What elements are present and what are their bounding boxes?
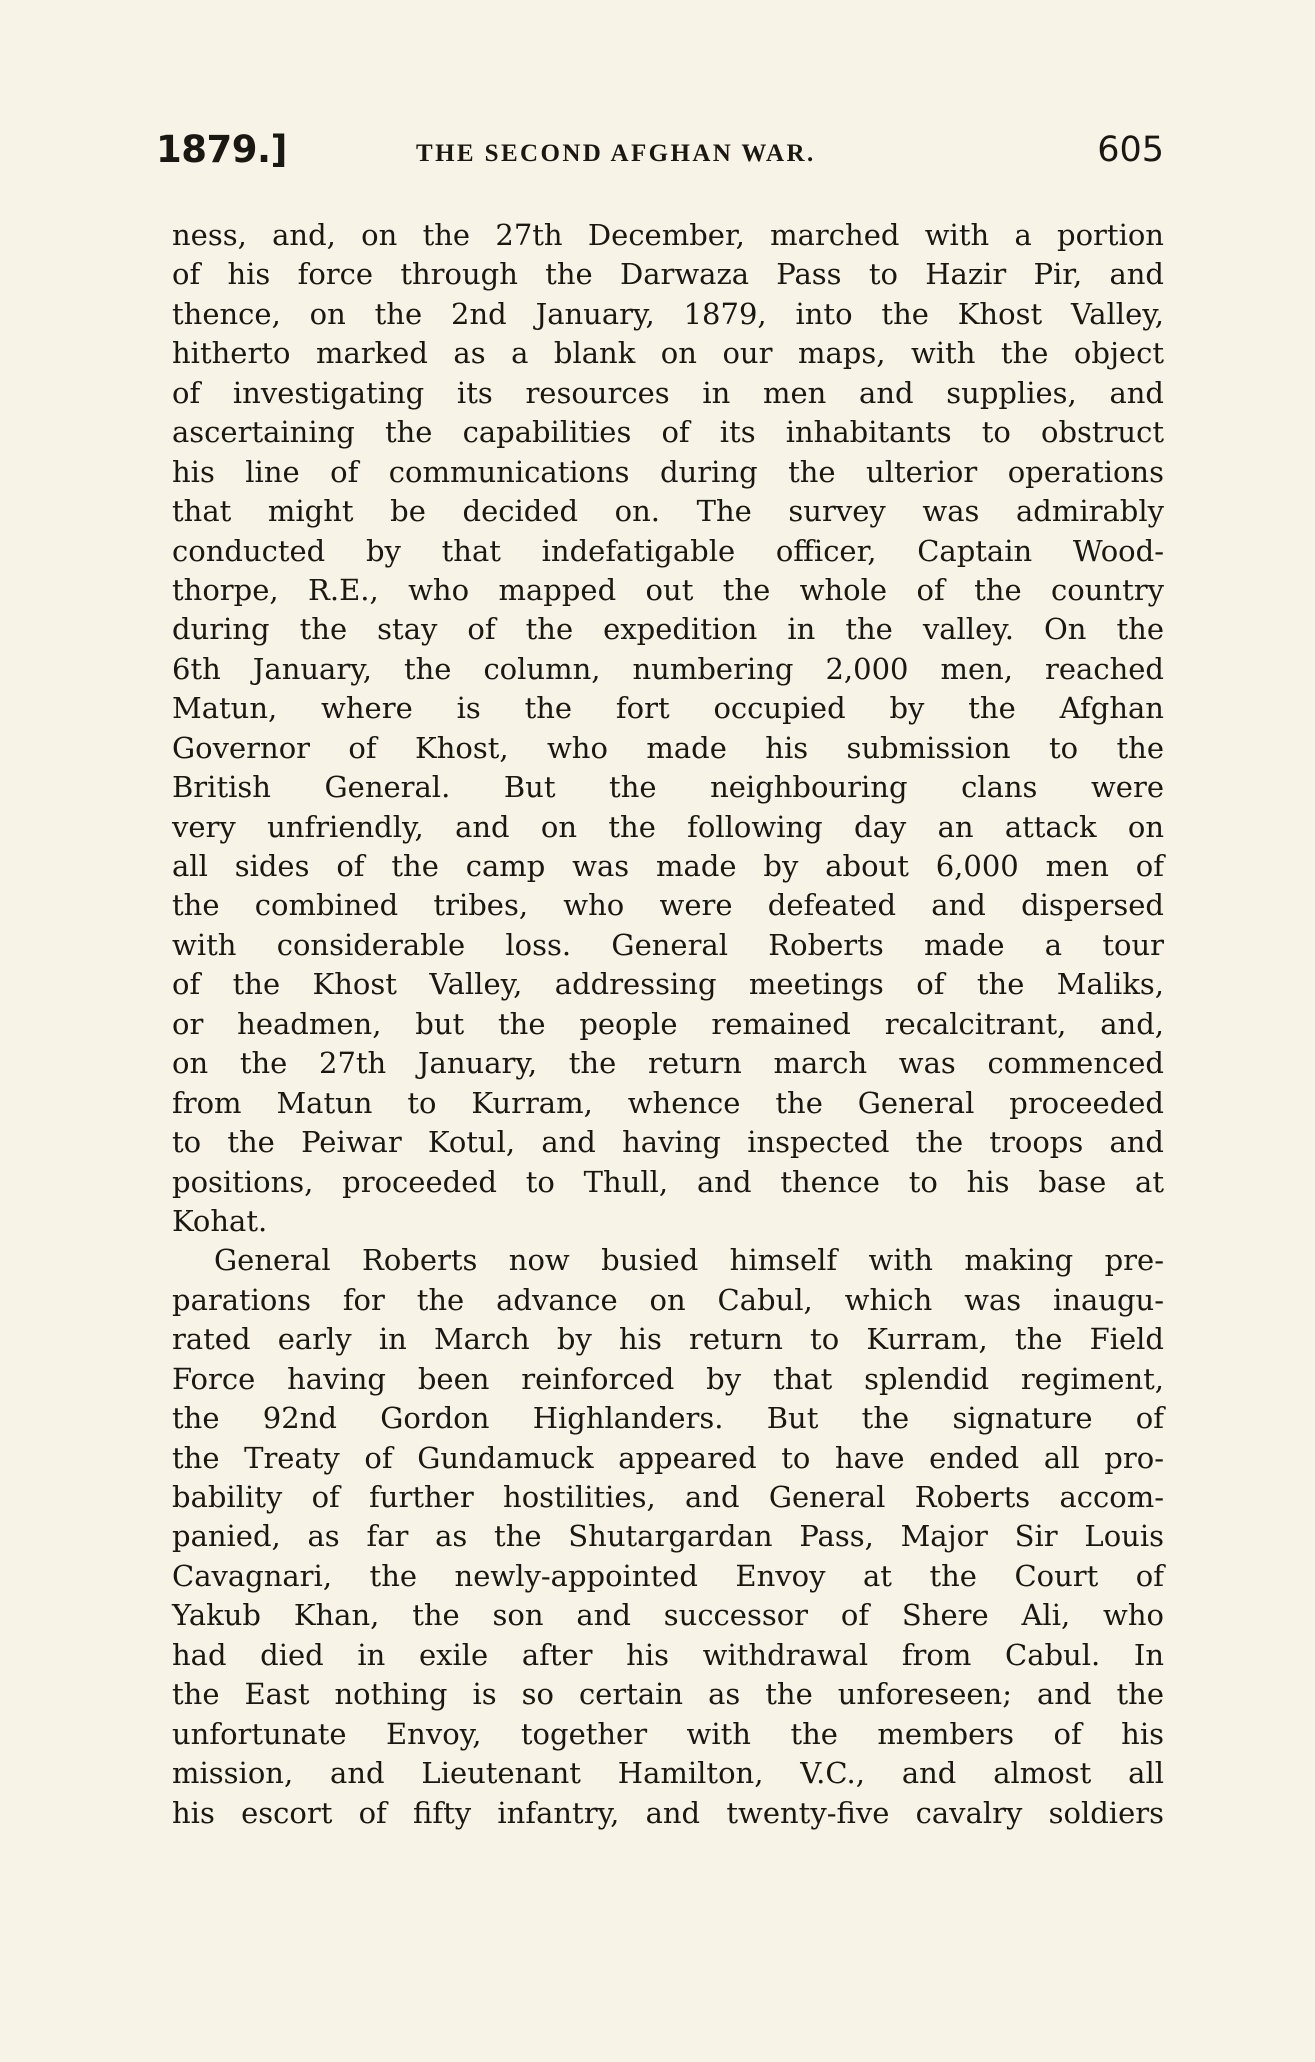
text-line: Cavagnari, the newly-appointed Envoy at the Court of (172, 1558, 1164, 1593)
text-line: British General. But the neighbouring clans were (172, 770, 1164, 805)
text-line: the Treaty of Gundamuck appeared to have ended all pro- (172, 1440, 1164, 1475)
text-line: Governor of Khost, who made his submission to the (172, 730, 1164, 765)
text-line: Force having been reinforced by that splendid regiment, (172, 1361, 1164, 1396)
text-line: that might be decided on. The survey was admirably (172, 494, 1164, 529)
text-line: during the stay of the expedition in the valley. On the (172, 612, 1164, 647)
text-line: ness, and, on the 27th December, marched with a portion (172, 218, 1164, 252)
paragraph-first-line: General Roberts now busied himself with making pre- (214, 1243, 1164, 1278)
text-line: on the 27th January, the return march was commenced (172, 1046, 1164, 1081)
text-line: bability of further hostilities, and General Roberts accom- (172, 1480, 1164, 1514)
text-line: positions, proceeded to Thull, and thence to his base at (172, 1164, 1164, 1199)
page-number: 605 (1097, 130, 1164, 170)
text-line: very unfriendly, and on the following day an attack on (172, 809, 1164, 844)
body-text (172, 216, 1164, 1833)
text-line: all sides of the camp was made by about 6,000 men of (172, 849, 1164, 883)
text-line: unfortunate Envoy, together with the members of his (172, 1716, 1164, 1751)
paragraph-last-line: Kohat. (172, 1203, 268, 1238)
running-header (156, 128, 1164, 178)
running-title: THE SECOND AFGHAN WAR. (416, 140, 816, 167)
text-line: his line of communications during the ulterior operations (172, 454, 1164, 489)
text-line: of his force through the Darwaza Pass to Hazir Pir, and (172, 257, 1164, 292)
text-line: ascertaining the capabilities of its inhabitants to obstruct (172, 415, 1164, 450)
text-line: 6th January, the column, numbering 2,000 men, reached (172, 651, 1164, 686)
text-line: the 92nd Gordon Highlanders. But the signature of (172, 1401, 1164, 1436)
text-line: thence, on the 2nd January, 1879, into the Khost Valley, (172, 296, 1164, 331)
text-line: the East nothing is so certain as the unforeseen; and the (172, 1677, 1164, 1712)
text-line: of investigating its resources in men and supplies, and (172, 375, 1164, 410)
text-line: to the Peiwar Kotul, and having inspected the troops and (172, 1125, 1164, 1160)
text-line: from Matun to Kurram, whence the General proceeded (172, 1085, 1164, 1120)
text-line: his escort of fifty infantry, and twenty-five cavalry soldiers (172, 1795, 1164, 1830)
text-line: or headmen, but the people remained recalcitrant, and, (172, 1006, 1164, 1041)
text-line: Matun, where is the fort occupied by the Afghan (172, 691, 1164, 726)
text-line: rated early in March by his return to Kurram, the Field (172, 1322, 1164, 1357)
text-line: conducted by that indefatigable officer, Captain Wood- (172, 533, 1164, 568)
header-year: 1879.] (156, 128, 287, 171)
text-line: hitherto marked as a blank on our maps, with the object (172, 336, 1164, 371)
text-line: thorpe, R.E., who mapped out the whole of the country (172, 572, 1164, 607)
text-line: mission, and Lieutenant Hamilton, V.C., and almost all (172, 1756, 1164, 1791)
text-line: had died in exile after his withdrawal from Cabul. In (172, 1637, 1164, 1672)
text-line: panied, as far as the Shutargardan Pass, Major Sir Louis (172, 1519, 1164, 1554)
text-line: with considerable loss. General Roberts made a tour (172, 927, 1164, 962)
text-line: parations for the advance on Cabul, which was inaugu- (172, 1282, 1164, 1317)
text-line: Yakub Khan, the son and successor of Shere Ali, who (172, 1598, 1164, 1633)
text-line: of the Khost Valley, addressing meetings of the Maliks, (172, 967, 1164, 1002)
text-line: the combined tribes, who were defeated and dispersed (172, 888, 1164, 923)
